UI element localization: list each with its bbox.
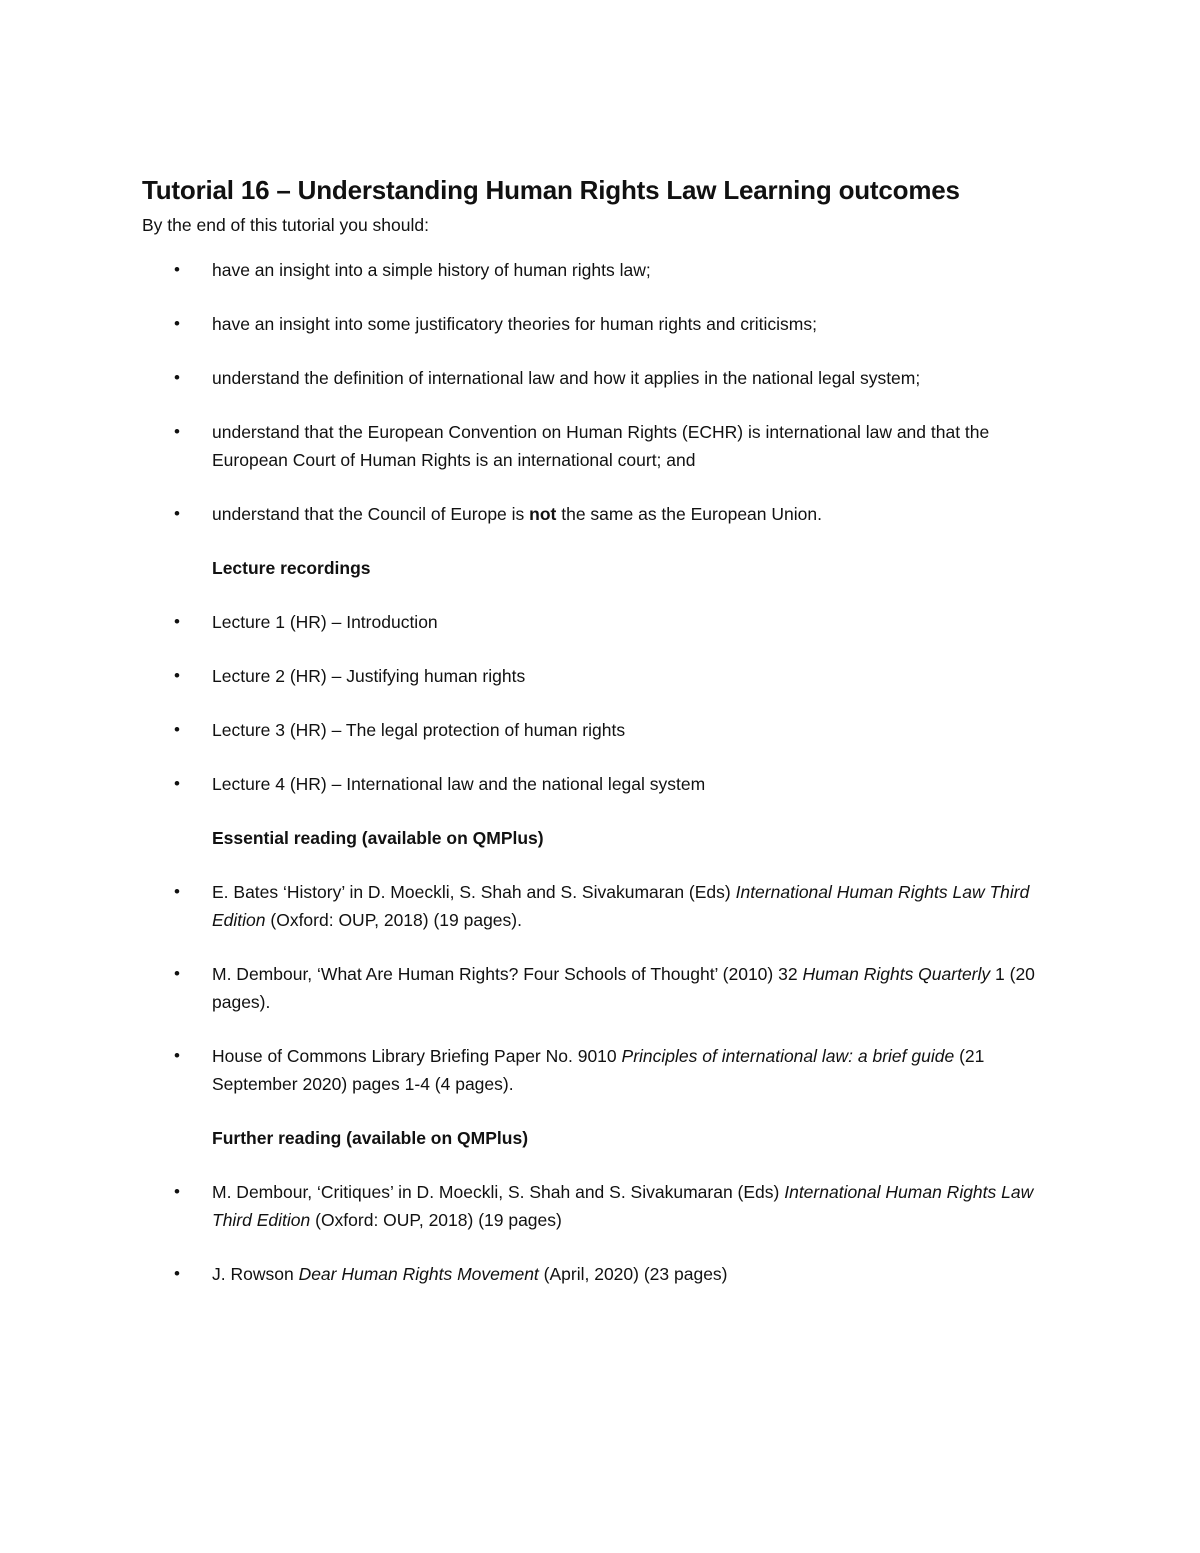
essential-reading-heading: Essential reading (available on QMPlus)	[212, 828, 544, 848]
learning-outcomes-list	[142, 256, 1062, 528]
further-reading-heading: Further reading (available on QMPlus)	[212, 1128, 529, 1148]
bullet-icon: •	[174, 964, 180, 983]
lectures-heading: Lecture recordings	[212, 558, 371, 578]
list-item: • Lecture 4 (HR) – International law and the national legal system	[142, 770, 1062, 798]
further-reading-list	[142, 1178, 1062, 1288]
list-item: • House of Commons Library Briefing Paper No. 9010 Principles of international law: a brief guide (21 September 2020) pages 1-4 (4 pages).	[142, 1042, 1062, 1098]
bullet-icon: •	[174, 720, 180, 739]
list-item: • M. Dembour, ‘Critiques’ in D. Moeckli, S. Shah and S. Sivakumaran (Eds) International Human Rights Law Third Edition (Oxford: OUP, 2018) (19 pages)	[142, 1178, 1062, 1234]
list-item: • Lecture 3 (HR) – The legal protection of human rights	[142, 716, 1062, 744]
list-item: • Lecture 2 (HR) – Justifying human rights	[142, 662, 1062, 690]
document-page	[142, 170, 1062, 1288]
bullet-icon: •	[174, 260, 180, 279]
essential-reading-list	[142, 878, 1062, 1098]
bullet-icon: •	[174, 314, 180, 333]
list-item: • J. Rowson Dear Human Rights Movement (April, 2020) (23 pages)	[142, 1260, 1062, 1288]
lectures-list	[142, 608, 1062, 798]
list-item: • E. Bates ‘History’ in D. Moeckli, S. Shah and S. Sivakumaran (Eds) International Human Rights Law Third Edition (Oxford: OUP, 2018) (19 pages).	[142, 878, 1062, 934]
list-item: • understand that the Council of Europe is not the same as the European Union.	[142, 500, 1062, 528]
bullet-icon: •	[174, 422, 180, 441]
bullet-icon: •	[174, 612, 180, 631]
list-item: • understand the definition of international law and how it applies in the national legal system;	[142, 364, 1062, 392]
page-title: Tutorial 16 – Understanding Human Rights Law Learning outcomes	[142, 175, 960, 205]
bullet-icon: •	[174, 882, 180, 901]
bullet-icon: •	[174, 1182, 180, 1201]
bullet-icon: •	[174, 666, 180, 685]
list-item: • M. Dembour, ‘What Are Human Rights? Four Schools of Thought’ (2010) 32 Human Rights Quarterly 1 (20 pages).	[142, 960, 1062, 1016]
bullet-icon: •	[174, 774, 180, 793]
bullet-icon: •	[174, 368, 180, 387]
list-item: • understand that the European Convention on Human Rights (ECHR) is international law and that the European Court of Human Rights is an international court; and	[142, 418, 1062, 474]
bullet-icon: •	[174, 504, 180, 523]
bullet-icon: •	[174, 1264, 180, 1283]
bullet-icon: •	[174, 1046, 180, 1065]
list-item: • have an insight into a simple history of human rights law;	[142, 256, 1062, 284]
list-item: • have an insight into some justificatory theories for human rights and criticisms;	[142, 310, 1062, 338]
list-item: • Lecture 1 (HR) – Introduction	[142, 608, 1062, 636]
intro-text: By the end of this tutorial you should:	[142, 215, 429, 235]
